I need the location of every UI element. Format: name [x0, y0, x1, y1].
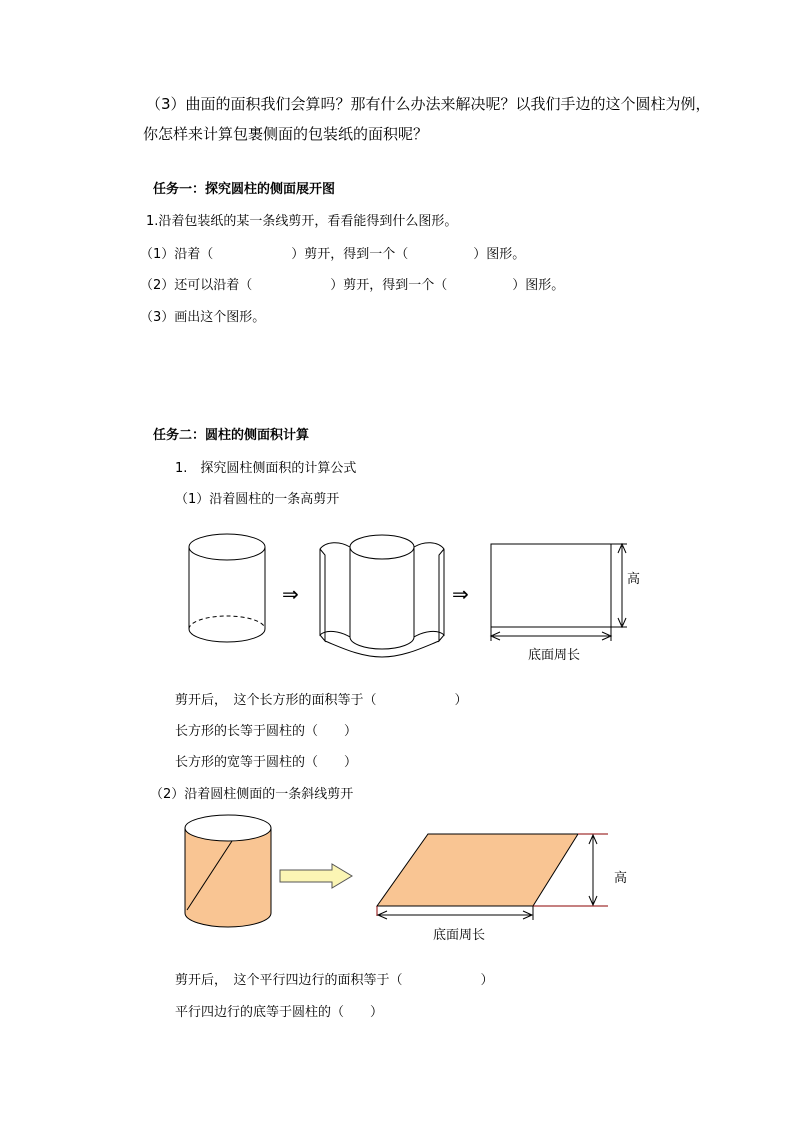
part2-heading: （2）沿着圆柱侧面的一条斜线剪开	[150, 787, 354, 802]
part1-line-2: 长方形的长等于圆柱的（ ）	[175, 724, 358, 739]
task1-item-2: （2）还可以沿着（ ）剪开，得到一个（ ）图形。	[140, 278, 565, 293]
task2-step-1: 1. 探究圆柱侧面积的计算公式	[175, 461, 357, 476]
part2-line-1: 剪开后， 这个平行四边行的面积等于（ ）	[175, 973, 494, 988]
parallelogram	[377, 834, 578, 906]
opened-cylinder-bottom	[350, 637, 414, 649]
left-flap-edge	[320, 549, 325, 641]
block-arrow	[280, 864, 352, 888]
task2-title: 任务二：圆柱的侧面积计算	[153, 428, 310, 443]
part1-line-3: 长方形的宽等于圆柱的（ ）	[175, 755, 358, 770]
cylinder-bottom-front	[189, 629, 265, 642]
task1-question: 1.沿着包装纸的某一条线剪开，看看能得到什么图形。	[146, 214, 458, 229]
slant-base-label: 底面周长	[433, 928, 486, 943]
intro-line-2: 你怎样来计算包裹侧面的包装纸的面积呢？	[143, 125, 429, 143]
cylinder-top-ellipse	[189, 534, 265, 560]
slant-cylinder-body	[185, 828, 271, 927]
part1-heading: （1）沿着圆柱的一条高剪开	[175, 492, 340, 507]
figure-cylinder-cut-along-slant	[180, 808, 640, 948]
right-flap-edge	[439, 549, 444, 641]
slant-height-label: 高	[614, 871, 628, 886]
base-label: 底面周长	[528, 648, 581, 663]
intro-line-1: （3）曲面的面积我们会算吗？那有什么办法来解决呢？以我们手边的这个圆柱为例，	[146, 95, 711, 113]
figure-cylinder-cut-along-height	[180, 525, 650, 675]
opened-cylinder-top	[350, 535, 414, 559]
task1-item-1: （1）沿着（ ）剪开，得到一个（ ）图形。	[140, 247, 526, 262]
cylinder-bottom-back	[189, 616, 265, 629]
part1-line-1: 剪开后， 这个长方形的面积等于（ ）	[175, 693, 468, 708]
task1-title: 任务一：探究圆柱的侧面展开图	[153, 182, 336, 197]
task1-item-3: （3）画出这个图形。	[140, 310, 266, 325]
arrow-2: ⇒	[452, 582, 469, 606]
height-label: 高	[627, 572, 641, 587]
slant-cylinder-top	[185, 815, 271, 841]
unfolded-rectangle	[491, 544, 611, 627]
arrow-1: ⇒	[282, 582, 299, 606]
part2-line-2: 平行四边行的底等于圆柱的（ ）	[175, 1005, 384, 1020]
